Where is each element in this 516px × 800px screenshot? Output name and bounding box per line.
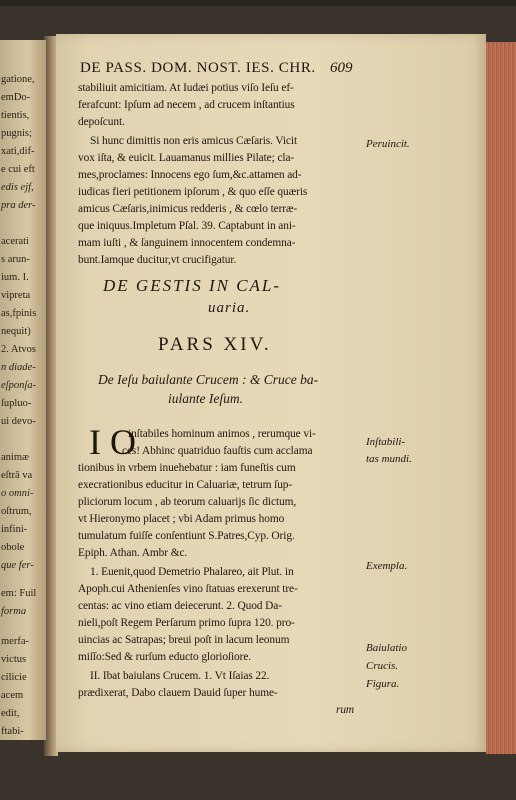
body-line: II. Ibat baiulans Crucem. 1. Vt Iſaias 22. bbox=[90, 670, 270, 682]
catchword: rum bbox=[336, 704, 355, 716]
body-line: tionibus in vrbem inuehebatur : iam funeſtis cum bbox=[78, 462, 296, 474]
left-fragment: emDo- bbox=[1, 92, 31, 103]
body-line: vox iſta, & euicit. Lauamanus millies Pilate; cla- bbox=[78, 152, 295, 164]
left-fragment: ſupluo- bbox=[1, 398, 32, 409]
body-line: inſtabiles hominum animos , rerumque vi- bbox=[128, 428, 316, 440]
left-fragment: n diade- bbox=[1, 362, 36, 373]
body-line: nieli,poſt Regem Perſarum primo ſupra 120. pro- bbox=[78, 617, 295, 629]
margin-note: Peruincit. bbox=[366, 138, 410, 150]
body-line: iudicas fieri petitionem ipſorum , & quo eſſe quæris bbox=[78, 186, 308, 198]
body-line: stabiliuit amicitiam. At Iudæi potius viſo Ieſu ef- bbox=[78, 82, 294, 94]
margin-note: Baiulatio bbox=[366, 642, 407, 654]
body-line: vt Hieronymo placet ; vbi Adam primus homo bbox=[78, 513, 285, 525]
chapter-subtitle-continued: iulante Ieſum. bbox=[168, 391, 243, 406]
left-fragment: ftabi- bbox=[1, 726, 24, 737]
body-line: prædixerat, Dabo clauem Dauid ſuper hume- bbox=[78, 687, 278, 699]
left-fragment: cilicie bbox=[1, 672, 27, 683]
margin-note: Crucis. bbox=[366, 660, 399, 672]
left-fragment: animæ bbox=[1, 452, 29, 463]
body-line: miſſo:Sed & rurſum educto glorioſiore. bbox=[78, 651, 252, 663]
body-line: mam iuſti , & ſanguinem innocentem condemna- bbox=[78, 237, 296, 249]
body-line: tumulatum fuiſſe conſentiunt S.Patres,Cyp. Orig. bbox=[78, 530, 295, 542]
section-title: DE GESTIS IN CAL- bbox=[103, 276, 282, 295]
left-fragment: edit, bbox=[1, 708, 20, 719]
margin-note: Exempla. bbox=[366, 560, 408, 572]
body-line: mes,proclames: Innocens ego ſum,&c.attamen ad- bbox=[78, 169, 302, 181]
body-line: pliciorum locum , ab teorum caluarijs ſic dictum, bbox=[78, 496, 297, 508]
left-fragment: ui devo- bbox=[1, 416, 36, 427]
body-line: ces! Abhinc quatriduo fauſtis cum acclama bbox=[122, 445, 313, 457]
left-fragment: gatione, bbox=[1, 74, 35, 85]
left-fragment: forma bbox=[1, 606, 27, 617]
body-line: Apoph.cui Athenienſes vino ſtatuas erexerunt tre- bbox=[78, 583, 298, 595]
body-line: bunt.Iamque ducitur,vt crucifigatur. bbox=[78, 254, 237, 266]
left-fragment: o omni- bbox=[1, 488, 34, 499]
left-fragment: edis ejf, bbox=[1, 182, 34, 193]
chapter-subtitle: De Ieſu baiulante Crucem : & Cruce ba- bbox=[98, 372, 319, 387]
left-fragment: eſtrā va bbox=[1, 470, 33, 481]
body-line: centas: ac vino etiam deiecerunt. 2. Quod Da- bbox=[78, 600, 282, 612]
margin-note: tas mundi. bbox=[366, 453, 412, 465]
left-fragment: ium. I. bbox=[1, 272, 29, 283]
section-title-continued: uaria. bbox=[208, 300, 251, 316]
left-fragment: em: Fuil bbox=[1, 588, 37, 599]
left-fragment: pra der- bbox=[1, 200, 36, 211]
left-fragment: obole bbox=[1, 542, 25, 553]
body-line: que iniquus.Impletum Pſal. 39. Captabunt in ani- bbox=[78, 220, 296, 232]
body-line: execrationibus educitur in Caluariæ, tetrum ſup- bbox=[78, 479, 293, 491]
body-line: 1. Euenit,quod Demetrio Phalareo, ait Plut. in bbox=[90, 566, 294, 578]
margin-note: Inſtabili- bbox=[366, 436, 406, 448]
running-header: DE PASS. DOM. NOST. IES. CHR. bbox=[80, 60, 316, 76]
left-fragment: xati,dif- bbox=[1, 146, 35, 157]
left-fragment: tientis, bbox=[1, 110, 30, 121]
body-line: Epiph. Athan. Ambr &c. bbox=[78, 547, 188, 559]
left-fragment: oſtrum, bbox=[1, 506, 32, 517]
left-fragment: pugnis; bbox=[1, 128, 32, 139]
pars-heading: PARS XIV. bbox=[158, 334, 272, 355]
left-fragment: 2. Atvos bbox=[1, 344, 37, 355]
body-line: depoſcunt. bbox=[78, 116, 125, 128]
page-edges bbox=[486, 42, 516, 754]
drop-cap: I O bbox=[89, 422, 136, 462]
left-fragment: e cui eft bbox=[1, 164, 35, 175]
margin-note: Figura. bbox=[366, 678, 400, 690]
left-fragment: eſponſa- bbox=[1, 380, 36, 391]
body-line: ferafcunt: Ipſum ad necem , ad crucem inſtantius bbox=[78, 99, 295, 111]
page-number: 609 bbox=[330, 60, 353, 76]
left-fragment: acem bbox=[1, 690, 24, 701]
left-fragment: victus bbox=[1, 654, 27, 665]
left-fragment: vipreta bbox=[1, 290, 31, 301]
left-fragment: nequit) bbox=[1, 326, 31, 337]
left-page-edge bbox=[0, 40, 46, 740]
body-line: uincias ac Satrapas; breui poſt in lacum leonum bbox=[78, 634, 290, 646]
left-fragment: acerati bbox=[1, 236, 29, 247]
left-fragment: infini- bbox=[1, 524, 28, 535]
body-line: Si hunc dimittis non eris amicus Cæſaris. Vicit bbox=[90, 135, 298, 147]
left-fragment: as,fpinis bbox=[1, 308, 37, 319]
left-fragment: merfa- bbox=[1, 636, 29, 647]
body-line: amicus Cæſaris,inimicus redderis , & cœlo terræ- bbox=[78, 203, 298, 215]
left-fragment: que fer- bbox=[1, 560, 34, 571]
left-fragment: s arun- bbox=[1, 254, 30, 265]
